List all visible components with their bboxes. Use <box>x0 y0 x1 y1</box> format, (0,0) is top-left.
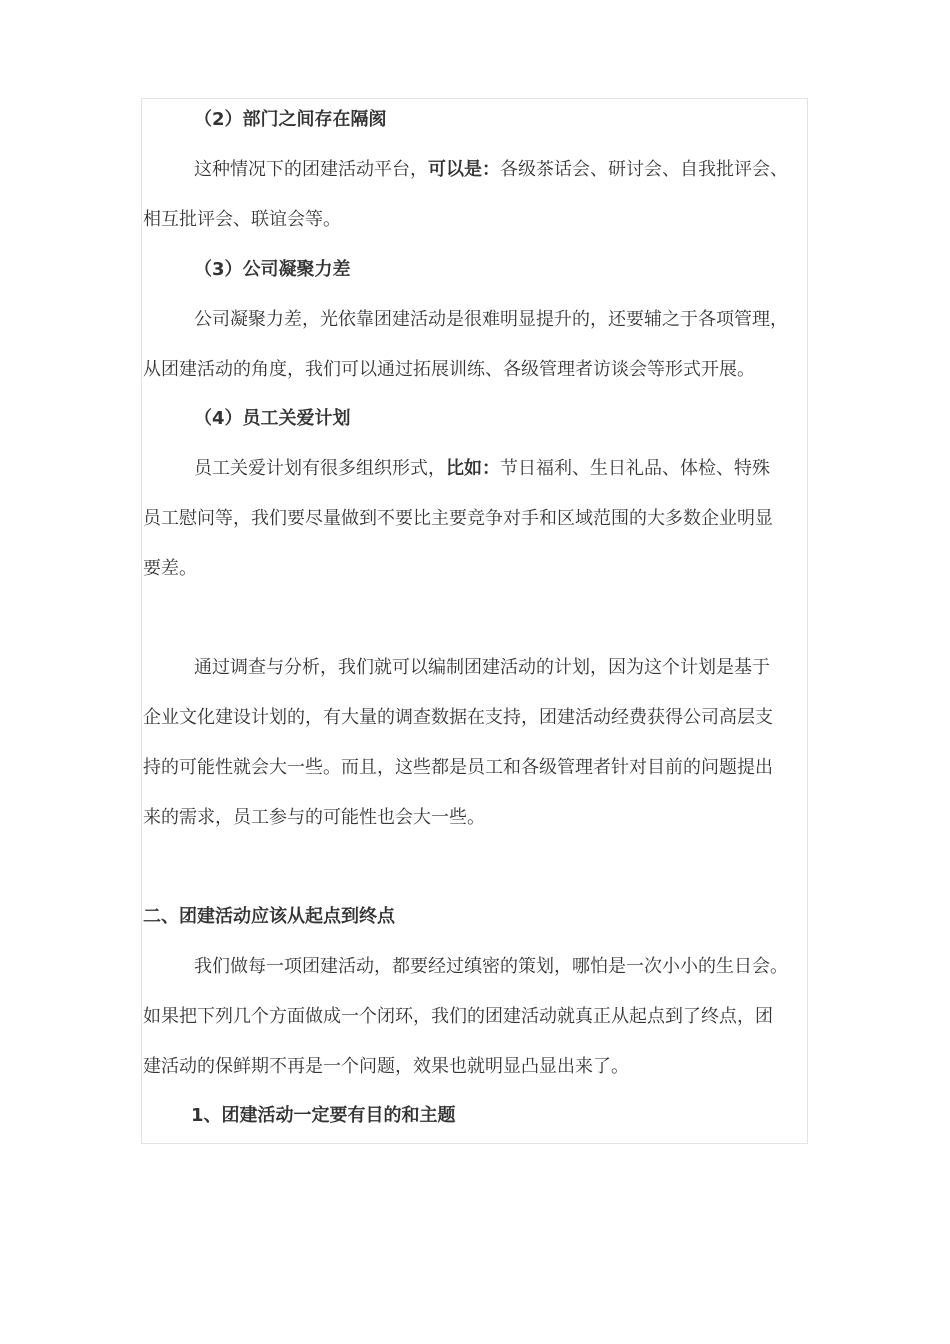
subheading-1: 1、团建活动一定要有目的和主题 <box>191 1105 456 1126</box>
paragraph-line: 公司凝聚力差，光依靠团建活动是很难明显提升的，还要辅之于各项管理， <box>194 309 788 330</box>
heading-part-2: （2）部门之间存在隔阂 <box>194 109 387 130</box>
paragraph-line: 企业文化建设计划的，有大量的调查数据在支持，团建活动经费获得公司高层支 <box>143 707 773 728</box>
paragraph-line: 我们做每一项团建活动，都要经过缜密的策划，哪怕是一次小小的生日会。 <box>194 956 788 977</box>
paragraph-line: 要差。 <box>143 558 197 579</box>
paragraph-line: 持的可能性就会大一些。而且，这些都是员工和各级管理者针对目前的问题提出 <box>143 757 773 778</box>
heading-part-3: （3）公司凝聚力差 <box>194 259 351 280</box>
section-heading-2: 二、团建活动应该从起点到终点 <box>143 906 395 927</box>
paragraph-line: 相互批评会、联谊会等。 <box>143 209 341 230</box>
heading-part-4: （4）员工关爱计划 <box>194 408 351 429</box>
paragraph-line: 从团建活动的角度，我们可以通过拓展训练、各级管理者访谈会等形式开展。 <box>143 359 755 380</box>
paragraph-line: 通过调查与分析，我们就可以编制团建活动的计划，因为这个计划是基于 <box>194 657 770 678</box>
paragraph-line: 来的需求，员工参与的可能性也会大一些。 <box>143 807 485 828</box>
paragraph-line: 如果把下列几个方面做成一个闭环，我们的团建活动就真正从起点到了终点，团 <box>143 1006 773 1027</box>
paragraph-line: 这种情况下的团建活动平台，可以是：各级茶话会、研讨会、自我批评会、 <box>194 159 788 180</box>
paragraph-line: 员工慰问等，我们要尽量做到不要比主要竞争对手和区域范围的大多数企业明显 <box>143 508 773 529</box>
paragraph-line: 建活动的保鲜期不再是一个问题，效果也就明显凸显出来了。 <box>143 1056 629 1077</box>
paragraph-line: 员工关爱计划有很多组织形式，比如：节日福利、生日礼品、体检、特殊 <box>194 458 770 479</box>
content-frame <box>141 98 808 1144</box>
